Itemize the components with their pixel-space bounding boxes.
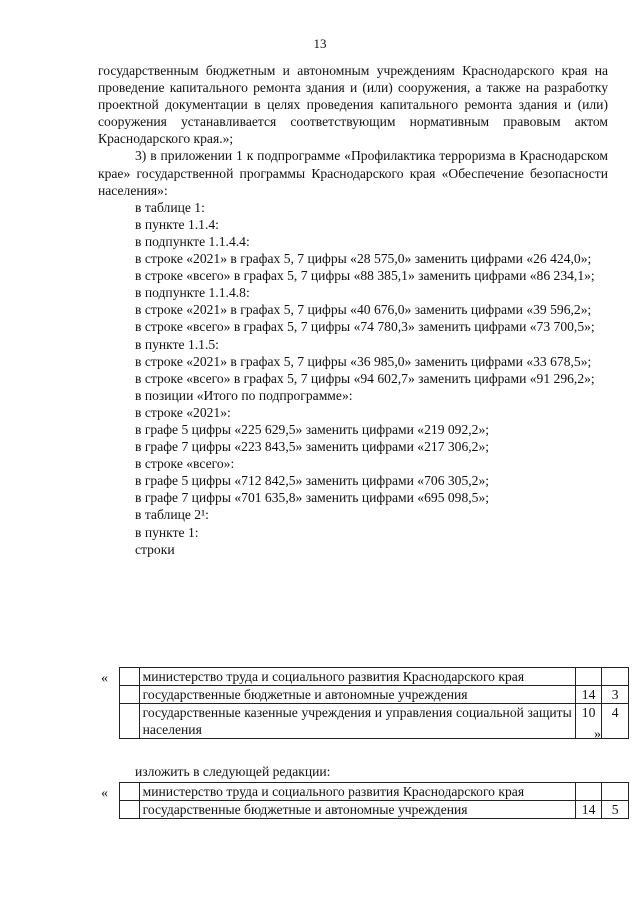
paragraph: в строке «всего» в графах 5, 7 цифры «74 780,3» заменить цифрами «73 700,5»;: [135, 319, 595, 335]
table-row: [120, 668, 629, 686]
row-description: министерство труда и социального развития Краснодарского края: [139, 783, 575, 801]
paragraph: 3) в приложении 1 к подпрограмме «Профилактика терроризма в Краснодарском крае» государственной программы Краснодарского края «Обеспечение безопасности населения»:: [98, 148, 608, 198]
row-value: [575, 783, 602, 801]
paragraph: в позиции «Итого по подпрограмме»:: [135, 387, 353, 403]
paragraph: в графе 7 цифры «701 635,8» заменить цифрами «695 098,5»;: [135, 490, 490, 506]
row-description: министерство труда и социального развития Краснодарского края: [139, 668, 575, 686]
blank-cell: [120, 801, 140, 819]
page-number: 13: [313, 36, 327, 51]
table-row: [120, 704, 629, 739]
row-value: [602, 783, 629, 801]
paragraph: в подпункте 1.1.4.4:: [135, 233, 250, 249]
paragraph: строки: [135, 541, 175, 557]
paragraph: в графе 7 цифры «223 843,5» заменить цифрами «217 306,2»;: [135, 439, 490, 455]
middle-text: [98, 763, 608, 780]
paragraph: в строке «2021» в графах 5, 7 цифры «28 575,0» заменить цифрами «26 424,0»;: [135, 251, 592, 267]
table-row: [120, 801, 629, 819]
new-rows-table: [119, 782, 629, 819]
row-description: государственные казенные учреждения и управления социальной защиты населения: [139, 704, 575, 739]
row-value: [575, 668, 602, 686]
row-value: 14: [575, 801, 602, 819]
paragraph: в графе 5 цифры «712 842,5» заменить цифрами «706 305,2»;: [135, 473, 490, 489]
paragraph: в строке «всего» в графах 5, 7 цифры «88 385,1» заменить цифрами «86 234,1»;: [135, 268, 595, 284]
paragraph: в строке «всего» в графах 5, 7 цифры «94 602,7» заменить цифрами «91 296,2»;: [135, 370, 595, 386]
blank-cell: [120, 668, 140, 686]
paragraph: в таблице 1:: [135, 199, 205, 215]
row-value: [602, 668, 629, 686]
body-text: [98, 62, 608, 558]
paragraph: в пункте 1:: [135, 524, 199, 540]
row-description: государственные бюджетные и автономные учреждения: [139, 801, 575, 819]
paragraph: в графе 5 цифры «225 629,5» заменить цифрами «219 092,2»;: [135, 421, 490, 437]
blank-cell: [120, 686, 140, 704]
table-row: [120, 686, 629, 704]
paragraph: в строке «2021» в графах 5, 7 цифры «40 676,0» заменить цифрами «39 596,2»;: [135, 302, 592, 318]
paragraph: в строке «2021»:: [135, 404, 231, 420]
old-rows-table: [119, 667, 629, 739]
row-value: 3: [602, 686, 629, 704]
paragraph: в подпункте 1.1.4.8:: [135, 285, 250, 301]
row-value: 4: [602, 704, 629, 739]
row-value: 5: [602, 801, 629, 819]
paragraph: изложить в следующей редакции:: [135, 764, 331, 779]
row-value: 14: [575, 686, 602, 704]
blank-cell: [120, 783, 140, 801]
paragraph: в пункте 1.1.5:: [135, 336, 219, 352]
paragraph: в строке «всего»:: [135, 456, 235, 472]
open-quote-old: «: [101, 671, 108, 686]
blank-cell: [120, 704, 140, 739]
table-row: [120, 783, 629, 801]
close-quote-old: »: [594, 727, 601, 742]
paragraph: государственным бюджетным и автономным учреждениям Краснодарского края на проведение капитального ремонта здания и (или) сооружения, а также на разработку проектной документации в целях проведения капитального ремонта здания и (или) сооружения устанавливается соответствующим нормативным правовым актом Краснодарского края.»;: [98, 63, 608, 147]
paragraph: в таблице 2¹:: [135, 507, 209, 523]
row-description: государственные бюджетные и автономные учреждения: [139, 686, 575, 704]
paragraph: в пункте 1.1.4:: [135, 216, 219, 232]
paragraph: в строке «2021» в графах 5, 7 цифры «36 985,0» заменить цифрами «33 678,5»;: [135, 353, 592, 369]
row-value: 10: [575, 704, 602, 739]
open-quote-new: «: [101, 786, 108, 801]
